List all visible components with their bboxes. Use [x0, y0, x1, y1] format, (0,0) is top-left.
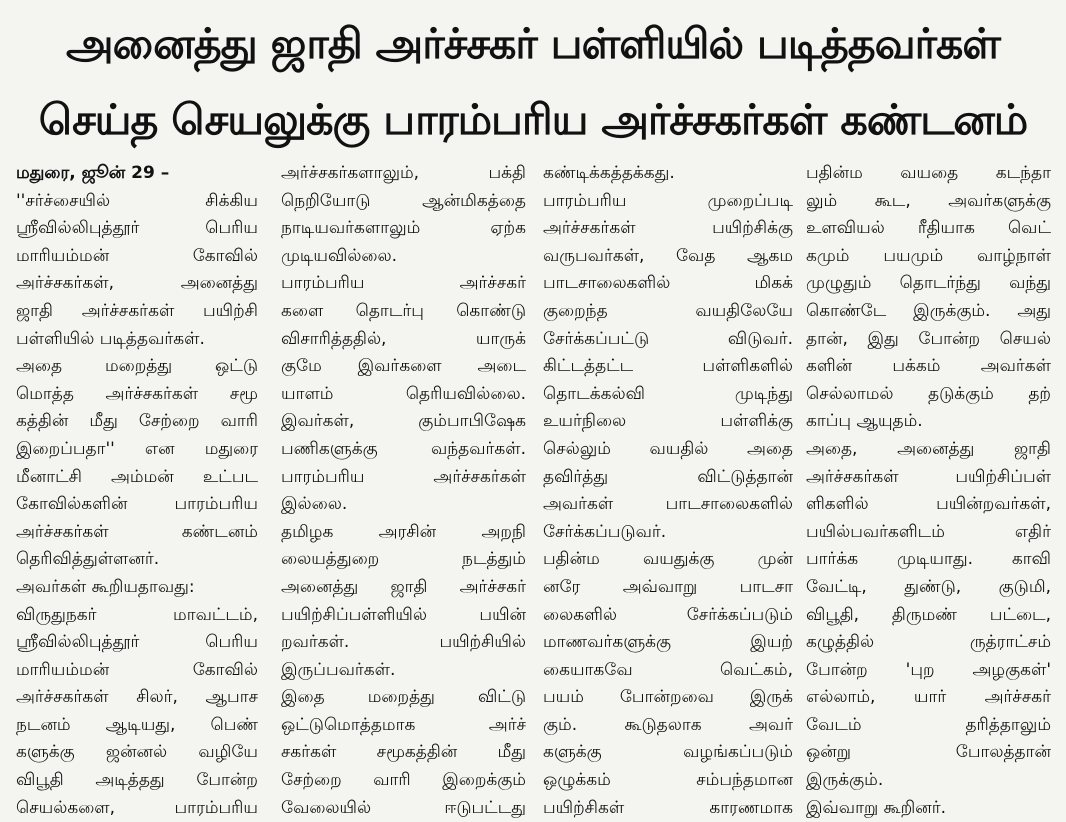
- article-line: ஒட்டுமொத்தமாக அர்ச்: [281, 714, 526, 735]
- article-line: லைகளில் சேர்க்கப்படும்: [543, 604, 793, 625]
- article-line: உளவியல் ரீதியாக வெட்: [806, 218, 1051, 239]
- article-line: குறைந்த வயதிலேயே: [543, 300, 793, 321]
- article-line: உயர்நிலை பள்ளிக்கு: [543, 411, 793, 432]
- article-line: இவ்வாறு கூறினர்.: [806, 797, 947, 818]
- article-line: பயிற்சிகள் காரணமாக: [543, 797, 793, 818]
- article-line: இதை மறைத்து விட்டு: [281, 687, 526, 708]
- article-line: எல்லாம், யார் அர்ச்சகர்: [806, 687, 1051, 708]
- article-line: பாரம்பரிய அர்ச்சகர்: [281, 273, 526, 294]
- article-line: சகர்கள் சமூகத்தின் மீது: [281, 742, 526, 763]
- article-line: சேர்க்கப்பட்டு விடுவர்.: [543, 328, 793, 349]
- article-line: சேர்க்கப்படுவர்.: [543, 521, 667, 542]
- article-line: விசாரித்ததில், யாருக்: [281, 328, 526, 349]
- article-line: அனைத்து ஜாதி அர்ச்சகர்: [281, 576, 526, 597]
- article-line: களின் பக்கம் அவர்கள்: [806, 356, 1051, 377]
- article-line: விருதுநகர் மாவட்டம்,: [16, 604, 258, 625]
- headline-line-1: அனைத்து ஜாதி அர்ச்சகர் பள்ளியில் படித்தவர்கள்: [66, 19, 1000, 68]
- article-line: பயம் போன்றவை இருக்: [543, 687, 793, 708]
- article-line: கத்தின் மீது சேற்றை வாரி: [16, 411, 258, 432]
- article-line: போன்ற 'புற அழகுகள்': [806, 659, 1051, 680]
- article-column-3: [543, 160, 793, 822]
- article-column-4: [806, 160, 1051, 822]
- article-line: னரே அவ்வாறு பாடசா: [543, 576, 793, 597]
- article-line: லும் கூட, அவர்களுக்கு: [806, 190, 1051, 211]
- article-line: நாடியவர்களாலும் ஏற்க: [281, 218, 526, 239]
- article-line: பார்க்க முடியாது. காவி: [806, 549, 1051, 570]
- article-line: விபூதி அடித்தது போன்ற: [16, 770, 258, 791]
- article-line: அர்ச்சகர்கள் கண்டனம்: [16, 521, 258, 542]
- article-line: மாரியம்மன் கோவில்: [16, 659, 258, 680]
- article-line: இவர்கள், கும்பாபிஷேக: [281, 411, 526, 432]
- article-line: முழுதும் தொடர்ந்து வந்து: [806, 273, 1051, 294]
- article-line: அர்ச்சகர்கள் சிலர், ஆபாச: [16, 687, 258, 708]
- article-line: வேட்டி, துண்டு, குடுமி,: [806, 576, 1051, 597]
- article-line: அதை, அனைத்து ஜாதி: [806, 438, 1051, 459]
- article-line: வேலையில் ஈடுபட்டது: [281, 797, 526, 818]
- article-line: தமிழக அரசின் அறநி: [281, 521, 526, 542]
- article-line: களை தொடர்பு கொண்டு: [281, 300, 526, 321]
- article-line: சேற்றை வாரி இறைக்கும்: [281, 770, 526, 791]
- article-line: அவர்கள் கூறியதாவது:: [16, 576, 195, 597]
- article-line: ''சர்ச்சையில் சிக்கிய: [16, 190, 258, 211]
- article-line: கையாகவே வெட்கம்,: [543, 659, 793, 680]
- article-column-2: [281, 160, 526, 822]
- article-line: முடியவில்லை.: [281, 245, 398, 266]
- article-line: பதின்ம வயதுக்கு முன்: [543, 549, 793, 570]
- article-line: அர்ச்சகர்கள், அனைத்து: [16, 273, 258, 294]
- article-line: காப்பு ஆயுதம்.: [806, 411, 923, 432]
- article-line: பயிற்சிப்பள்ளியில் பயின்: [281, 604, 526, 625]
- article-line: இறைப்பதா'' என மதுரை: [16, 438, 258, 459]
- article-line: அவர்கள் பாடசாலைகளில்: [543, 494, 793, 515]
- article-line: செல்லும் வயதில் அதை: [543, 438, 793, 459]
- article-line: தான், இது போன்ற செயல்: [806, 328, 1051, 349]
- article-line: கும். கூடுதலாக அவர்: [543, 714, 793, 735]
- article-line: நெறியோடு ஆன்மிகத்தை: [281, 190, 526, 211]
- article-line: நடனம் ஆடியது, பெண்: [16, 714, 258, 735]
- article-line: பணிகளுக்கு வந்தவர்கள்.: [281, 438, 526, 459]
- article-line: யாளம் தெரியவில்லை.: [281, 383, 526, 404]
- article-line: பதின்ம வயதை கடந்தா: [806, 163, 1051, 183]
- article-line: வேடம் தரித்தாலும்: [806, 714, 1051, 735]
- article-line: பள்ளியில் படித்தவர்கள்.: [16, 328, 205, 349]
- article-column-1: [16, 160, 258, 822]
- article-line: செல்லாமல் தடுக்கும் தற்: [806, 383, 1051, 404]
- article-line: செயல்களை, பாரம்பரிய: [16, 797, 258, 818]
- article-line: கொண்டே இருக்கும். அது: [806, 300, 1051, 321]
- article-line: லையத்துறை நடத்தும்: [281, 549, 526, 570]
- article-line: தெரிவித்துள்ளனர்.: [16, 549, 160, 570]
- article-line: குமே இவர்களை அடை: [281, 356, 526, 377]
- article-line: பயில்பவர்களிடம் எதிர்: [806, 521, 1051, 542]
- article-line: இல்லை.: [281, 494, 348, 515]
- article-line: கமும் பயமும் வாழ்நாள்: [806, 245, 1051, 266]
- article-line: கிட்டத்தட்ட பள்ளிகளில்: [543, 356, 793, 377]
- article-line: ளிகளில் பயின்றவர்கள்,: [806, 494, 1051, 515]
- article-line: இருப்பவர்கள்.: [281, 659, 396, 680]
- article-line: ஒழுக்கம் சம்பந்தமான: [543, 770, 793, 791]
- article-line: அர்ச்சகர்கள் பயிற்சிக்கு: [543, 218, 793, 239]
- article-line: கண்டிக்கத்தக்கது.: [543, 163, 675, 183]
- article-line: களுக்கு வழங்கப்படும்: [543, 742, 793, 763]
- article-line: மீனாட்சி அம்மன் உட்பட: [16, 466, 258, 487]
- article-line: பாரம்பரிய முறைப்படி: [543, 190, 793, 211]
- article-line: விபூதி, திருமண் பட்டை,: [806, 604, 1051, 625]
- article-line: கோவில்களின் பாரம்பரிய: [16, 494, 258, 515]
- article-line: தவிர்த்து விட்டுத்தான்: [543, 466, 793, 487]
- dateline: மதுரை, ஜூன் 29 –: [16, 163, 170, 183]
- article-line: தொடக்கல்வி முடிந்து: [543, 383, 793, 404]
- article-line: அதை மறைத்து ஒட்டு: [16, 356, 258, 377]
- article-line: வருபவர்கள், வேத ஆகம: [543, 245, 793, 266]
- article-line: ஸ்ரீவில்லிபுத்தூர் பெரிய: [16, 632, 258, 653]
- article-line: மொத்த அர்ச்சகர்கள் சமூ: [16, 383, 258, 404]
- article-line: பாடசாலைகளில் மிகக்: [543, 273, 793, 294]
- article-line: அர்ச்சகர்கள் பயிற்சிப்பள்: [806, 466, 1051, 487]
- article-line: றவர்கள். பயிற்சியில்: [281, 632, 526, 653]
- article-line: பாரம்பரிய அர்ச்சகர்கள்: [281, 466, 526, 487]
- article-line: ஸ்ரீவில்லிபுத்தூர் பெரிய: [16, 218, 258, 239]
- article-line: ஜாதி அர்ச்சகர்கள் பயிற்சி: [16, 300, 258, 321]
- article-line: மாரியம்மன் கோவில்: [16, 245, 258, 266]
- article-line: மாணவர்களுக்கு இயற்: [543, 632, 793, 653]
- article-line: ஒன்று போலத்தான்: [806, 742, 1051, 763]
- headline-line-2: செய்த செயலுக்கு பாரம்பரிய அர்ச்சகர்கள் கண்டனம்: [38, 95, 1028, 144]
- article-line: இருக்கும்.: [806, 770, 884, 791]
- article-line: அர்ச்சகர்களாலும், பக்தி: [281, 163, 526, 183]
- article-line: கழுத்தில் ருத்ராட்சம்: [806, 632, 1051, 653]
- article-line: களுக்கு ஜன்னல் வழியே: [16, 742, 258, 763]
